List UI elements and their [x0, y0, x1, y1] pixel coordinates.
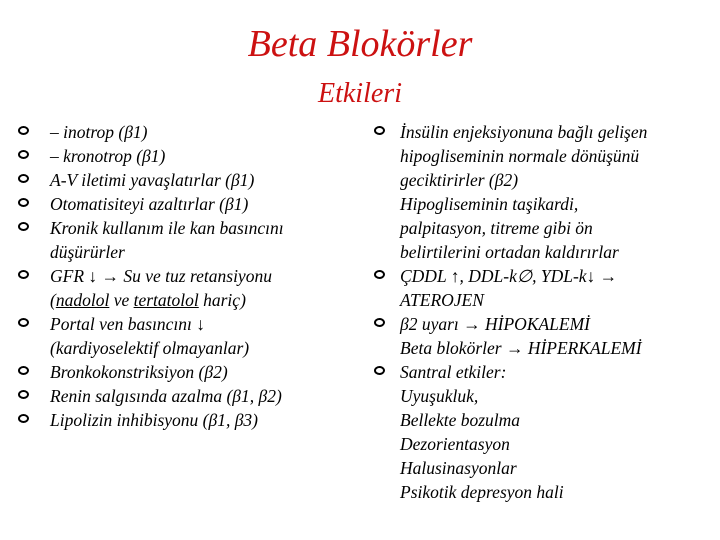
right-bullet-list: [374, 120, 714, 504]
list-item-text: Dezorientasyon: [400, 434, 510, 454]
circle-bullet-icon: [18, 126, 29, 135]
list-item: [374, 120, 714, 264]
circle-bullet-icon: [18, 150, 29, 159]
list-item: [374, 312, 714, 360]
list-item-text: Uyuşukluk,: [400, 386, 479, 406]
circle-bullet-icon: [18, 270, 29, 279]
left-bullet-list: [18, 120, 348, 432]
list-item-text: GFR ↓ → Su ve tuz retansiyonu: [50, 266, 272, 286]
list-item: [18, 120, 348, 144]
list-item: [18, 312, 348, 360]
circle-bullet-icon: [374, 270, 385, 279]
list-item-text: Halusinasyonlar: [400, 458, 517, 478]
circle-bullet-icon: [18, 414, 29, 423]
list-item-text: ÇDDL ↑, DDL-k∅, YDL-k↓ →: [400, 266, 618, 286]
list-item-text: β2 uyarı → HİPOKALEMİ: [400, 314, 591, 334]
list-item-text: Renin salgısında azalma (β1, β2): [50, 386, 282, 406]
list-item-text: Santral etkiler:: [400, 362, 507, 382]
nadolol-underlined: nadolol: [55, 290, 110, 310]
slide-subtitle: Etkileri: [318, 78, 402, 109]
list-item-text: Bellekte bozulma: [400, 410, 521, 430]
list-item-text: (kardiyoselektif olmayanlar): [50, 338, 250, 358]
list-item-text: Lipolizin inhibisyonu (β1, β3): [50, 410, 258, 430]
list-item: [18, 216, 348, 264]
list-item-text: palpitasyon, titreme gibi ön: [400, 218, 593, 238]
list-item-text: düşürürler: [50, 242, 125, 262]
list-item-text: Psikotik depresyon hali: [400, 482, 564, 502]
list-item: [18, 384, 348, 408]
list-item: [18, 264, 348, 312]
circle-bullet-icon: [374, 126, 385, 135]
list-item: [18, 168, 348, 192]
circle-bullet-icon: [18, 390, 29, 399]
circle-bullet-icon: [18, 222, 29, 231]
list-item-text: Bronkokonstriksiyon (β2): [50, 362, 228, 382]
list-item-subtext: (nadolol ve tertatolol hariç): [50, 290, 246, 310]
circle-bullet-icon: [18, 366, 29, 375]
list-item-text: belirtilerini ortadan kaldırırlar: [400, 242, 619, 262]
circle-bullet-icon: [18, 198, 29, 207]
list-item-text: İnsülin enjeksiyonuna bağlı gelişen: [400, 122, 648, 142]
list-item: [18, 144, 348, 168]
list-item-text: geciktirirler (β2): [400, 170, 519, 190]
list-item: [18, 408, 348, 432]
tertatolol-underlined: tertatolol: [133, 290, 199, 310]
list-item: [18, 192, 348, 216]
list-item-text: Beta blokörler → HİPERKALEMİ: [400, 338, 642, 358]
list-item-text: Kronik kullanım ile kan basıncını: [50, 218, 284, 238]
list-item-text: Hipogliseminin taşikardi,: [400, 194, 579, 214]
right-column: [374, 120, 714, 504]
left-column: [18, 120, 348, 432]
list-item-text: hipogliseminin normale dönüşünü: [400, 146, 640, 166]
list-item: [18, 360, 348, 384]
list-item-text: – inotrop (β1): [50, 122, 148, 142]
list-item-text: – kronotrop (β1): [50, 146, 166, 166]
list-item-text: Otomatisiteyi azaltırlar (β1): [50, 194, 249, 214]
slide-title: Beta Blokörler: [247, 23, 473, 65]
list-item-text: Portal ven basıncını ↓: [50, 314, 206, 334]
list-item-text: A-V iletimi yavaşlatırlar (β1): [50, 170, 255, 190]
circle-bullet-icon: [18, 174, 29, 183]
list-item-text: ATEROJEN: [400, 290, 484, 310]
circle-bullet-icon: [374, 318, 385, 327]
circle-bullet-icon: [374, 366, 385, 375]
list-item: [374, 264, 714, 312]
list-item: [374, 360, 714, 504]
circle-bullet-icon: [18, 318, 29, 327]
